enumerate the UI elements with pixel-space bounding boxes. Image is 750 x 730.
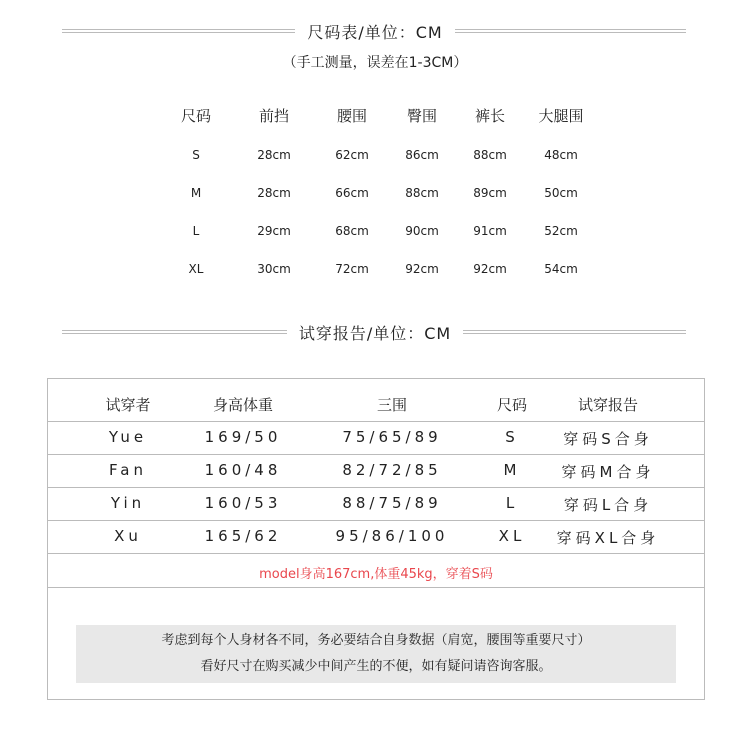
- try-on-cell: Yin: [110, 494, 146, 512]
- size-header: 前挡: [258, 107, 289, 125]
- size-header: 臀围: [406, 107, 437, 125]
- row-divider: [47, 553, 705, 554]
- size-header: 尺码: [180, 107, 211, 125]
- try-on-cell: 95/86/100: [335, 527, 449, 545]
- size-cell: 88cm: [405, 186, 439, 200]
- try-on-cell: L: [505, 494, 519, 512]
- size-cell: 28cm: [257, 186, 291, 200]
- notice-line: 考虑到每个人身材各不同，务必要结合自身数据（肩宽，腰围等重要尺寸）: [161, 633, 591, 648]
- size-cell: 92cm: [405, 262, 439, 276]
- try-on-cell: 75/65/89: [342, 428, 442, 446]
- try-on-cell: 82/72/85: [342, 461, 442, 479]
- size-cell: 50cm: [544, 186, 578, 200]
- size-cell: 66cm: [335, 186, 369, 200]
- size-chart-title: 尺码表/单位：CM: [0, 20, 750, 43]
- size-cell: M: [190, 186, 202, 200]
- try-on-cell: 穿码M合身: [561, 463, 655, 481]
- try-on-cell: 160/48: [204, 461, 282, 479]
- size-cell: 90cm: [405, 224, 439, 238]
- try-on-cell: 165/62: [204, 527, 282, 545]
- size-cell: 54cm: [544, 262, 578, 276]
- row-divider: [47, 421, 705, 422]
- size-header: 大腿围: [538, 107, 584, 125]
- try-on-cell: 169/50: [204, 428, 282, 446]
- try-on-cell: Xu: [114, 527, 142, 545]
- try-on-cell: 穿码S合身: [563, 430, 653, 448]
- try-on-cell: M: [503, 461, 521, 479]
- row-divider: [47, 587, 705, 588]
- size-cell: 72cm: [335, 262, 369, 276]
- try-on-cell: Yue: [108, 428, 148, 446]
- row-divider: [47, 454, 705, 455]
- size-cell: 92cm: [473, 262, 507, 276]
- size-cell: 52cm: [544, 224, 578, 238]
- try-on-header: 试穿者: [105, 396, 151, 414]
- try-on-cell: 160/53: [204, 494, 282, 512]
- try-on-cell: 穿码L合身: [563, 496, 653, 514]
- size-cell: 68cm: [335, 224, 369, 238]
- size-cell: 48cm: [544, 148, 578, 162]
- size-cell: 86cm: [405, 148, 439, 162]
- size-cell: 89cm: [473, 186, 507, 200]
- try-on-cell: 88/75/89: [342, 494, 442, 512]
- try-on-title: 试穿报告/单位：CM: [0, 321, 750, 344]
- size-header: 腰围: [336, 107, 367, 125]
- size-cell: 28cm: [257, 148, 291, 162]
- try-on-header: 尺码: [496, 396, 527, 414]
- size-cell: XL: [188, 262, 204, 276]
- try-on-cell: XL: [498, 527, 526, 545]
- row-divider: [47, 520, 705, 521]
- try-on-header: 三围: [376, 396, 407, 414]
- size-cell: 29cm: [257, 224, 291, 238]
- try-on-cell: Fan: [109, 461, 147, 479]
- try-on-cell: 穿码XL合身: [556, 529, 660, 547]
- model-note: model身高167cm,体重45kg，穿着S码: [259, 567, 493, 582]
- size-cell: 62cm: [335, 148, 369, 162]
- size-cell: 88cm: [473, 148, 507, 162]
- try-on-cell: S: [505, 428, 519, 446]
- row-divider: [47, 487, 705, 488]
- notice-box: [76, 625, 676, 683]
- try-on-header: 身高体重: [212, 396, 273, 414]
- size-chart-subtitle: （手工测量，误差在1-3CM）: [282, 55, 468, 71]
- size-header: 裤长: [474, 107, 505, 125]
- size-cell: 30cm: [257, 262, 291, 276]
- size-cell: S: [192, 148, 200, 162]
- try-on-header: 试穿报告: [577, 396, 638, 414]
- notice-line: 看好尺寸在购买减少中间产生的不便，如有疑问请咨询客服。: [200, 659, 552, 674]
- size-cell: 91cm: [473, 224, 507, 238]
- size-cell: L: [192, 224, 200, 238]
